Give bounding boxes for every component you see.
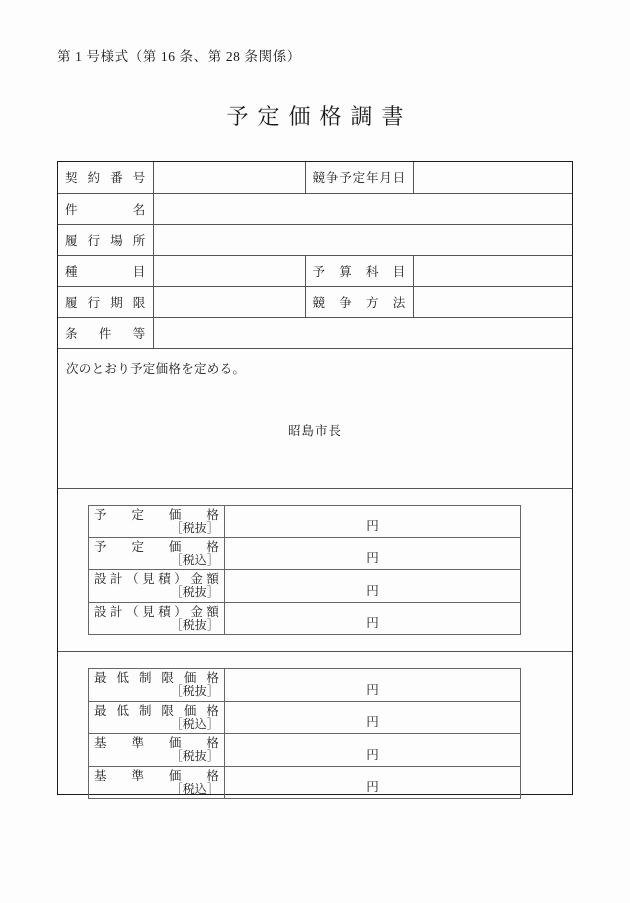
statement-text: 次のとおり予定価格を定める。: [66, 361, 246, 376]
info-row-secondary-value-field[interactable]: [413, 162, 572, 193]
info-row-value-field[interactable]: [153, 286, 305, 317]
currency-unit-yen: 円: [366, 551, 379, 566]
price-amount-field[interactable]: [225, 570, 521, 602]
price-label-text: 予 定 価 格: [94, 507, 219, 522]
info-row-secondary-label: 予 算 科 目: [305, 255, 413, 286]
price-row: [89, 734, 521, 766]
form-outer-frame: [57, 161, 573, 795]
price-tax-note: ［税抜］: [170, 684, 219, 699]
price-label-text: 設 計 （ 見 積 ） 金 額: [94, 604, 219, 619]
info-row-value-field[interactable]: [153, 193, 572, 224]
price-row: [89, 537, 521, 569]
price-label-text: 最 低 制 限 価 格: [94, 703, 219, 718]
statement-block: [58, 349, 572, 489]
contract-info-table: [58, 162, 572, 349]
form-number: 第 1 号様式（第 16 条、第 28 条関係）: [57, 49, 301, 64]
price-row-label: [89, 537, 225, 569]
document-title: 予定価格調書: [226, 104, 413, 129]
price-tax-note: ［税抜］: [170, 749, 219, 764]
info-row-secondary-value-field[interactable]: [413, 255, 572, 286]
price-row-label: [89, 766, 225, 798]
currency-unit-yen: 円: [366, 518, 379, 533]
price-row: [89, 505, 521, 537]
info-row: [58, 162, 572, 193]
info-row-value-field[interactable]: [153, 317, 572, 348]
price-row-label: [89, 570, 225, 602]
price-tax-note: ［税込］: [170, 716, 219, 731]
price-tax-note: ［税抜］: [170, 520, 219, 535]
price-row-label: [89, 701, 225, 733]
price-row: [89, 602, 521, 634]
info-row: [58, 193, 572, 224]
price-label-text: 基 準 価 格: [94, 768, 219, 783]
price-tax-note: ［税込］: [170, 552, 219, 567]
currency-unit-yen: 円: [366, 682, 379, 697]
info-row: [58, 255, 572, 286]
price-row: [89, 766, 521, 798]
price-amount-field[interactable]: [225, 701, 521, 733]
info-row-value-field[interactable]: [153, 162, 305, 193]
info-row-value-field[interactable]: [153, 224, 572, 255]
info-row-label: 履 行 期 限: [58, 286, 153, 317]
info-row-label: 件 名: [58, 193, 153, 224]
currency-unit-yen: 円: [366, 583, 379, 598]
currency-unit-yen: 円: [366, 616, 379, 631]
info-row-label: 履 行 場 所: [58, 224, 153, 255]
price-row-label: [89, 669, 225, 701]
price-amount-field[interactable]: [225, 537, 521, 569]
price-amount-field[interactable]: [225, 505, 521, 537]
info-row-secondary-value-field[interactable]: [413, 286, 572, 317]
minimum-price-table: [88, 668, 521, 799]
info-row-secondary-label: 競 争 方 法: [305, 286, 413, 317]
price-label-text: 設 計 （ 見 積 ） 金 額: [94, 572, 219, 587]
price-amount-field[interactable]: [225, 766, 521, 798]
info-row-secondary-label: 競争予定年月日: [305, 162, 413, 193]
price-section-upper: [58, 489, 572, 653]
currency-unit-yen: 円: [366, 780, 379, 794]
price-tax-note: ［税抜］: [170, 617, 219, 632]
price-amount-field[interactable]: [225, 734, 521, 766]
price-tax-note: ［税込］: [170, 781, 219, 796]
info-row: [58, 317, 572, 348]
info-row: [58, 224, 572, 255]
price-row-label: [89, 602, 225, 634]
info-row-label: 種 目: [58, 255, 153, 286]
estimated-price-table: [88, 505, 521, 636]
price-label-text: 最 低 制 限 価 格: [94, 671, 219, 686]
price-row: [89, 669, 521, 701]
price-row: [89, 570, 521, 602]
info-row-label: 条 件 等: [58, 317, 153, 348]
info-row-value-field[interactable]: [153, 255, 305, 286]
price-row: [89, 701, 521, 733]
currency-unit-yen: 円: [366, 715, 379, 730]
price-row-label: [89, 505, 225, 537]
price-amount-field[interactable]: [225, 602, 521, 634]
info-row: [58, 286, 572, 317]
price-tax-note: ［税抜］: [170, 585, 219, 600]
price-amount-field[interactable]: [225, 669, 521, 701]
price-row-label: [89, 734, 225, 766]
currency-unit-yen: 円: [366, 747, 379, 762]
price-label-text: 予 定 価 格: [94, 539, 219, 554]
price-label-text: 基 準 価 格: [94, 736, 219, 751]
price-section-lower: [58, 652, 572, 815]
signer-title: 昭島市長: [287, 423, 342, 438]
info-row-label: 契 約 番 号: [58, 162, 153, 193]
